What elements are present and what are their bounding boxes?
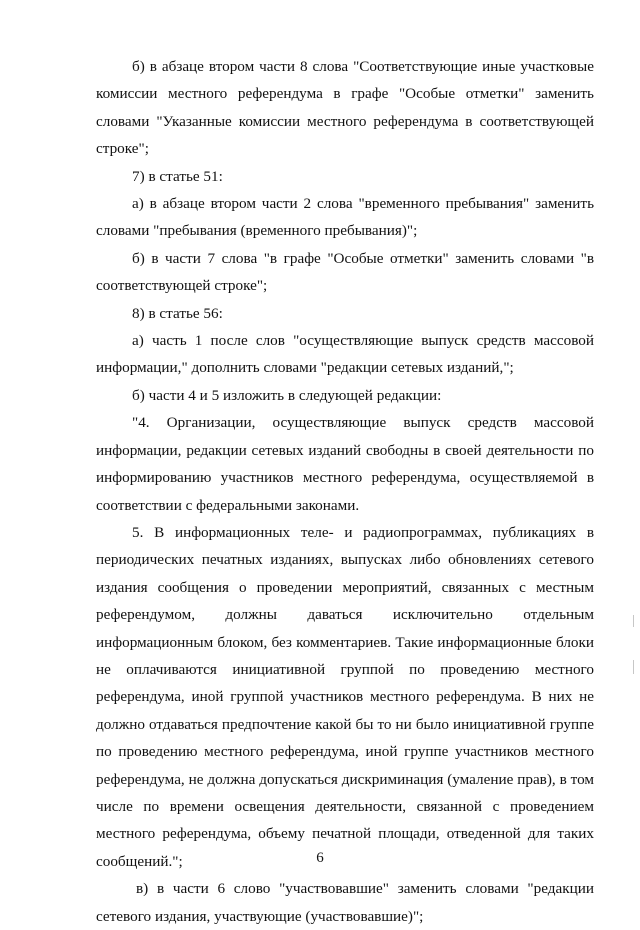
page-number: 6 xyxy=(316,850,324,866)
scan-edge-mark xyxy=(633,660,634,674)
paragraph-amendment-a-part1: а) часть 1 после слов "осуществляющие выпуск средств массовой информации," дополнить словами "редакции сетевых изданий,"; xyxy=(96,332,594,377)
scan-edge-mark xyxy=(633,615,634,627)
paragraph-amendment-b-part8: б) в абзаце втором части 8 слова "Соответствующие иные участковые комиссии местного референдума в графе "Особые отметки" заменить словами "Указанные комиссии местного референдума в соответствующей строке"; xyxy=(96,58,594,158)
paragraph-amendment-a-part2: а) в абзаце втором части 2 слова "временного пребывания" заменить словами "пребывания (временного пребывания)"; xyxy=(96,195,594,240)
paragraph-item-8-article-56: 8) в статье 56: xyxy=(132,304,223,322)
paragraph-amendment-b-parts4-5: б) части 4 и 5 изложить в следующей редакции: xyxy=(132,386,442,404)
paragraph-new-part-4: "4. Организации, осуществляющие выпуск средств массовой информации, редакции сетевых изданий свободны в своей деятельности по информированию участников местного референдума, осуществляемой в соответствии с федеральными законами. xyxy=(96,414,594,514)
paragraph-item-7-article-51: 7) в статье 51: xyxy=(132,167,223,185)
paragraph-amendment-v-part6: в) в части 6 слово "участвовавшие" заменить словами "редакции сетевого издания, участвующие (участвовавшие)"; xyxy=(96,880,594,925)
document-body xyxy=(96,53,594,930)
paragraph-amendment-b-part7: б) в части 7 слова "в графе "Особые отметки" заменить словами "в соответствующей строке"; xyxy=(96,249,594,295)
paragraph-new-part-5: 5. В информационных теле- и радиопрограммах, публикациях в периодических печатных изданиях, выпусках либо обновлениях сетевого издания сообщения о проведении мероприятий, связанных с местным референдумом, должны даваться исключительно отдельным информационным блоком, без комментариев. Такие информационные блоки не оплачиваются инициативной группой по проведению местного референдума, иной группой участников местного референдума. В них не должно отдаваться предпочтение какой бы то ни было инициативной группе по проведению местного референдума, иной группе участников местного референдума, не должна допускаться дискриминация (умаление прав), в том числе по времени освещения деятельности, связанной с проведением местного референдума, объему печатной площади, отведенной для таких сообщений."; xyxy=(96,523,594,870)
